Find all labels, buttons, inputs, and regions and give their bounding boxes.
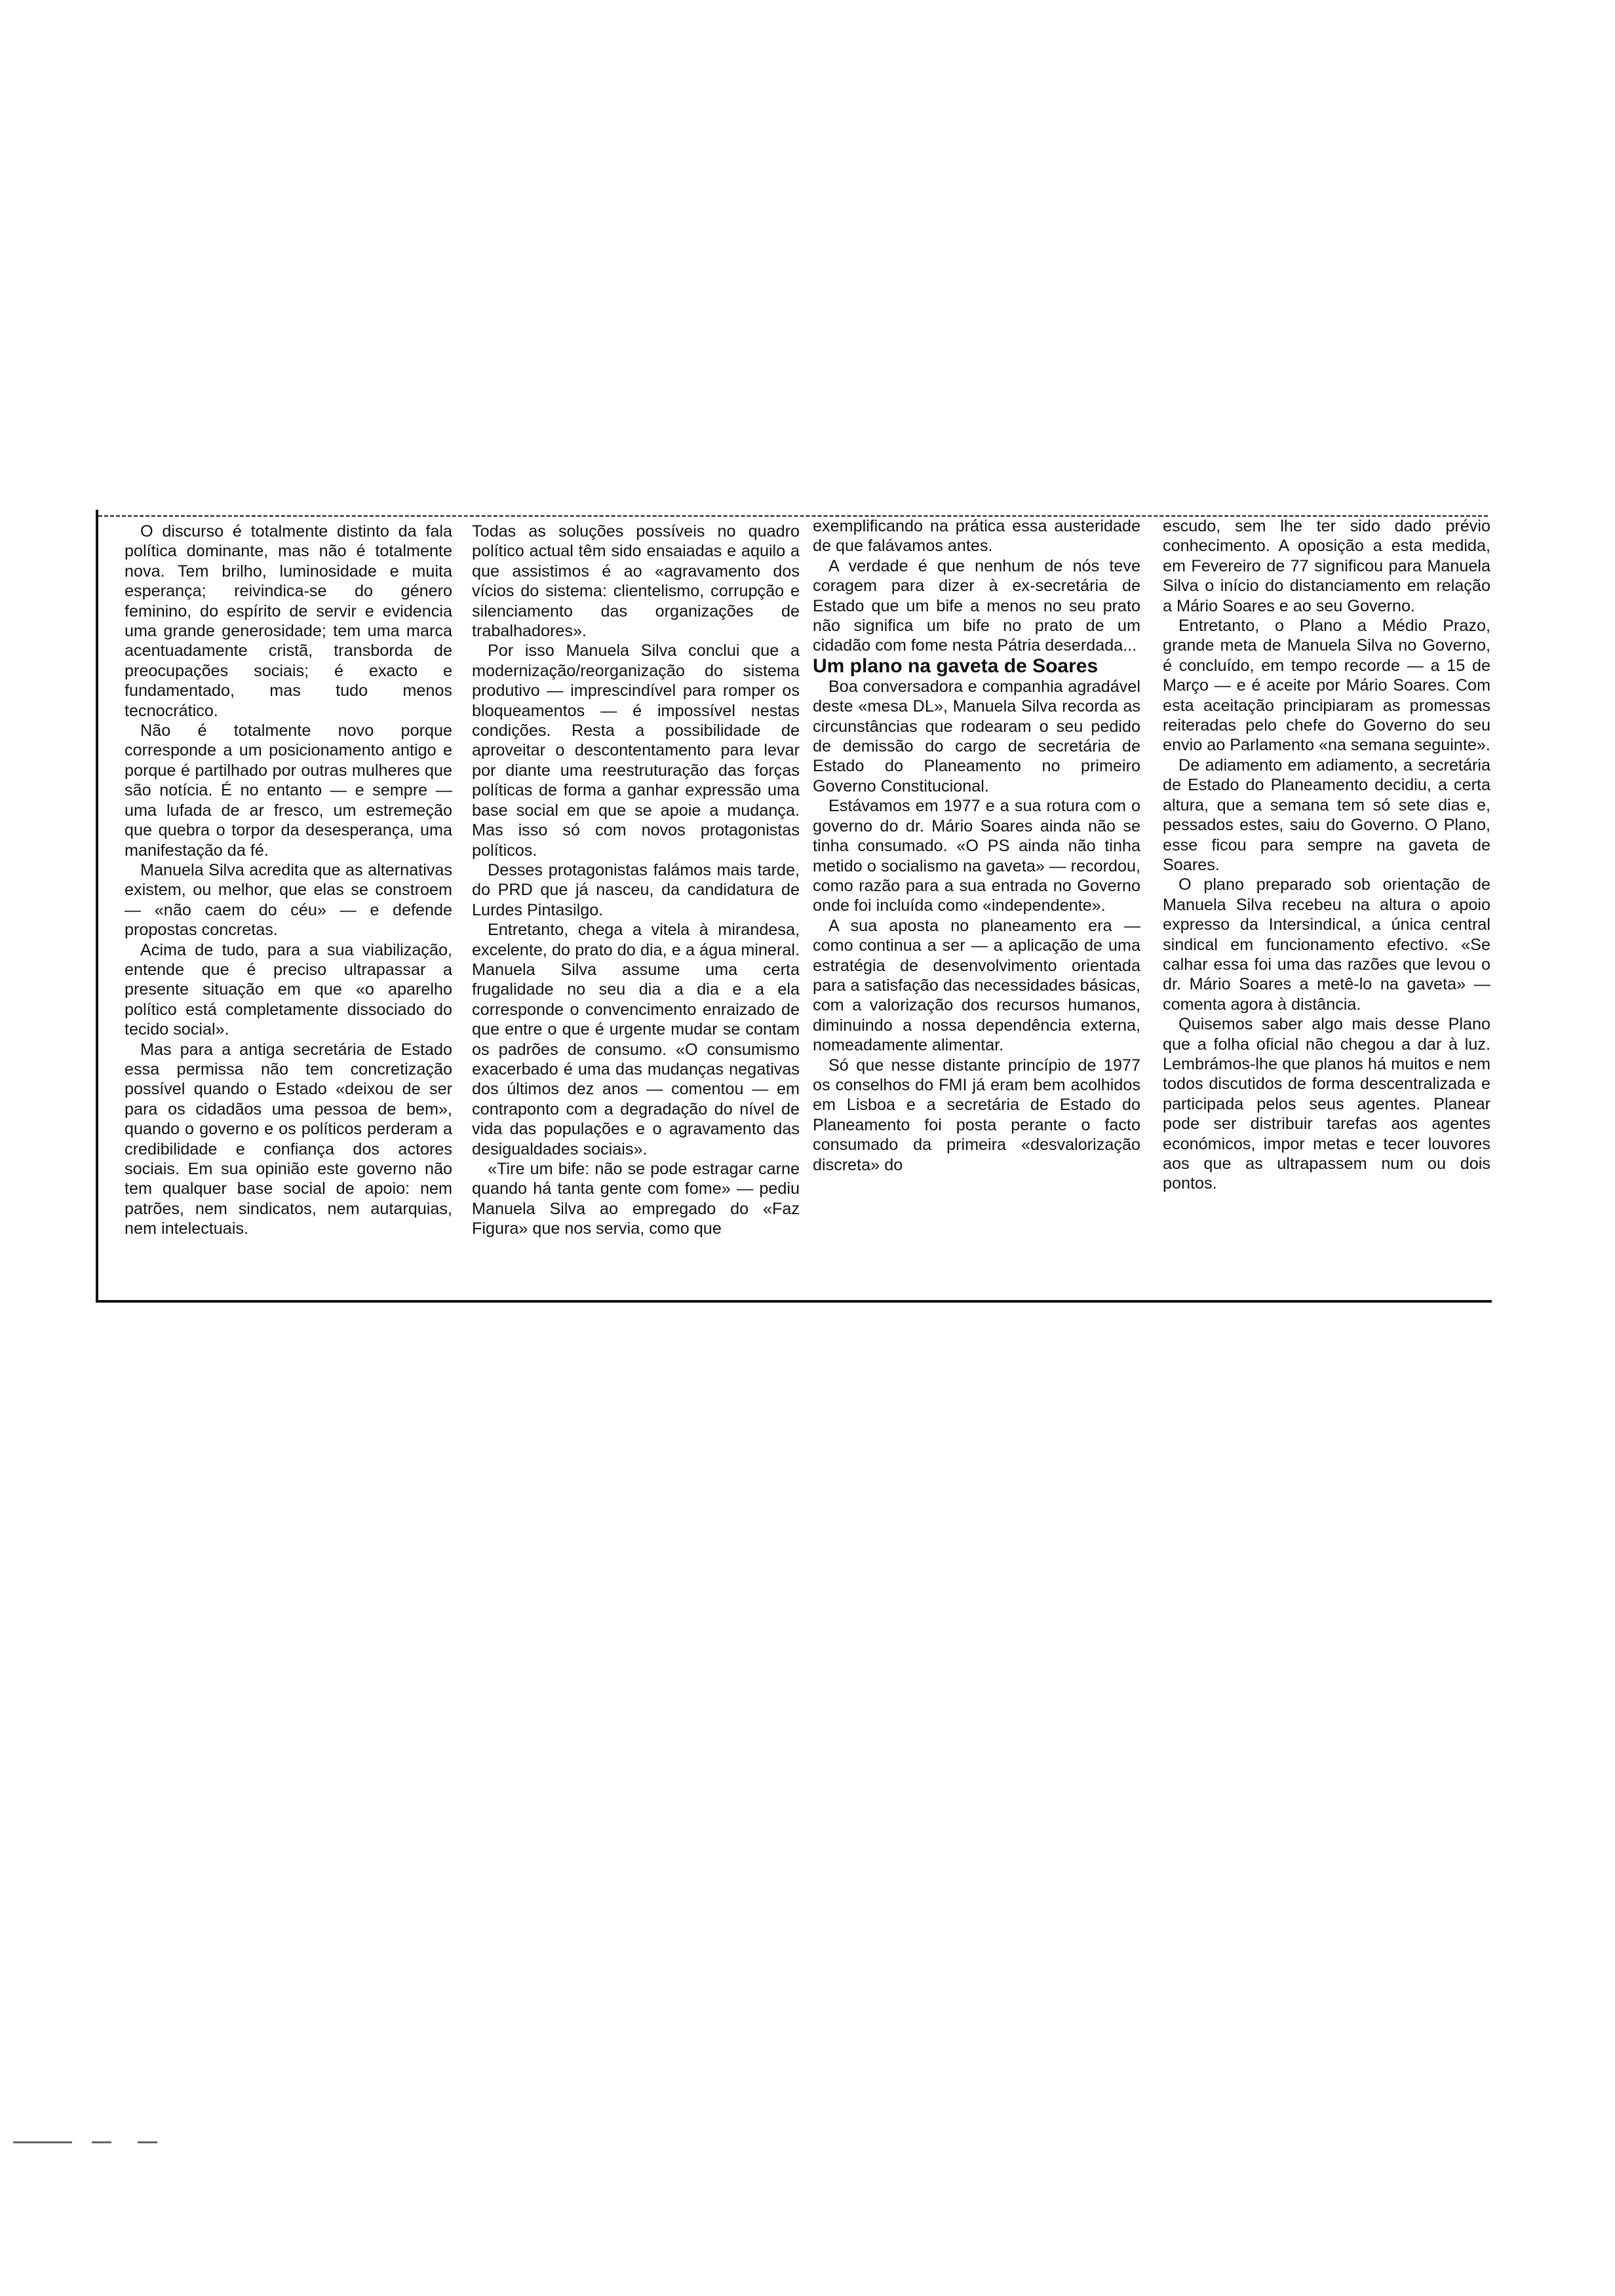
paragraph: Mas para a antiga secretária de Estado essa permissa não tem concretização possível quando o Estado «deixou de ser para os cidadãos uma pessoa de bem», quando o governo e os políticos perderam a credibilidade e confiança dos actores sociais. Em sua opinião este governo não tem qualquer base social de apoio: nem patrões, nem sindicatos, nem autarquias, nem intelectuais. — [125, 1040, 452, 1238]
paragraph: A verdade é que nenhum de nós teve coragem para dizer à ex-secretária de Estado que um bife a menos no seu prato não significa um bife no prato de um cidadão com fome nesta Pátria deserdada... — [813, 556, 1140, 655]
paragraph: escudo, sem lhe ter sido dado prévio conhecimento. A oposição a esta medida, em Fevereiro de 77 significou para Manuela Silva o início do distanciamento em relação a Mário Soares e ao seu Governo. — [1163, 517, 1490, 615]
paragraph: exemplificando na prática essa austeridade de que falávamos antes. — [813, 517, 1140, 556]
paragraph: Todas as soluções possíveis no quadro político actual têm sido ensaiadas e aquilo a que assistimos é ao «agravamento dos vícios do sistema: clientelismo, corrupção e silenciamento das organizações de trabalhadores». — [472, 522, 800, 641]
paragraph: De adiamento em adiamento, a secretária de Estado do Planeamento decidiu, a certa altura, que a semana tem só sete dias e, pessados estes, saiu do Governo. O Plano, esse ficou para sempre na gaveta de Soares. — [1163, 756, 1490, 874]
newspaper-clipping — [96, 510, 1492, 1303]
column-1 — [125, 522, 452, 1308]
paragraph: O discurso é totalmente distinto da fala política dominante, mas não é totalmente nova. Tem brilho, luminosidade e muita esperança; reivindica-se do género feminino, do espírito de servir e evidencia uma grande generosidade; tem uma marca acentuadamente cristã, transborda de preocupações sociais; é exacto e fundamentado, mas tudo menos tecnocrático. — [125, 522, 452, 720]
column-2 — [472, 522, 800, 1308]
paragraph: Acima de tudo, para a sua viabilização, entende que é preciso ultrapassar a presente situação em que «o aparelho político está completamente dissociado do tecido social». — [125, 940, 452, 1039]
paragraph: A sua aposta no planeamento era — como continua a ser — a aplicação de uma estratégia de desenvolvimento orientada para a satisfação das necessidades básicas, com a valorização dos recursos humanos, diminuindo a nossa dependência externa, nomeadamente alimentar. — [813, 916, 1140, 1055]
column-3 — [813, 516, 1140, 1303]
paragraph: Entretanto, chega a vitela à mirandesa, excelente, do prato do dia, e a água mineral. Manuela Silva assume uma certa frugalidade no seu dia a dia e a ela corresponde o convencimento enraizado de que entre o que é urgente mudar se contam os padrões de consumo. «O consumismo exacerbado é uma das mudanças negativas dos últimos dez anos — comentou — em contraponto com a degradação do nível de vida das populações e o agravamento das desigualdades sociais». — [472, 921, 800, 1158]
section-heading: Um plano na gaveta de Soares — [813, 655, 1099, 677]
paragraph: Quisemos saber algo mais desse Plano que a folha oficial não chegou a dar à luz. Lembrámos-lhe que planos há muitos e nem todos discutidos de forma descentralizada e participada pelos seus agentes. Planear pode ser distribuir tarefas aos agentes económicos, impor metas e tecer louvores aos que as ultrapassem num ou dois pontos. — [1163, 1015, 1490, 1193]
paragraph: Boa conversadora e companhia agradável deste «mesa DL», Manuela Silva recorda as circunstâncias que rodearam o seu pedido de demissão do cargo de secretária de Estado do Planeamento no primeiro Governo Constitucional. — [813, 677, 1140, 795]
paragraph: «Tire um bife: não se pode estragar carne quando há tanta gente com fome» — pediu Manuela Silva ao empregado do «Faz Figura» que nos servia, como que — [472, 1160, 800, 1238]
paragraph: Estávamos em 1977 e a sua rotura com o governo do dr. Mário Soares ainda não se tinha consumado. «O PS ainda não tinha metido o socialismo na gaveta» — recordou, como razão para a sua entrada no Governo onde foi incluída como «independente». — [813, 797, 1140, 915]
paragraph: Por isso Manuela Silva conclui que a modernização/reorganização do sistema produtivo — imprescindível para romper os bloqueamentos — é impossível nestas condições. Resta a possibilidade de aproveitar o descontentamento para levar por diante uma reestruturação das forças políticas de forma a ganhar expressão uma base social em que se apoie a mudança. Mas isso só com novos protagonistas políticos. — [472, 641, 800, 860]
scan-mark — [138, 2141, 157, 2143]
paragraph: O plano preparado sob orientação de Manuela Silva recebeu na altura o apoio expresso da Intersindical, a única central sindical em funcionamento efectivo. «Se calhar essa foi uma das razões que levou o dr. Mário Soares a metê-lo na gaveta» — comenta agora à distância. — [1163, 875, 1490, 1014]
paragraph: Só que nesse distante princípio de 1977 os conselhos do FMI já eram bem acolhidos em Lisboa e a secretária de Estado do Planeamento foi posta perante o facto consumado da primeira «desvalorização discreta» do — [813, 1056, 1140, 1174]
paragraph: Não é totalmente novo porque corresponde a um posicionamento antigo e porque é partilhado por outras mulheres que são notícia. É no entanto — e sempre — uma lufada de ar fresco, um estremeção que quebra o torpor da desesperança, uma manifestação da fé. — [125, 721, 452, 860]
scan-mark — [13, 2141, 72, 2143]
column-4 — [1163, 516, 1490, 1303]
paragraph: Desses protagonistas falámos mais tarde, do PRD que já nasceu, da candidatura de Lurdes Pintasilgo. — [472, 860, 800, 919]
paragraph: Manuela Silva acredita que as alternativas existem, ou melhor, que elas se constroem — «não caem do céu» — e defende propostas concretas. — [125, 860, 452, 940]
paragraph: Entretanto, o Plano a Médio Prazo, grande meta de Manuela Silva no Governo, é concluído, em tempo recorde — a 15 de Março — e é aceite por Mário Soares. Com esta aceitação principiaram as promessas reiteradas pelo chefe do Governo do seu envio ao Parlamento «na semana seguinte». — [1163, 617, 1490, 755]
scan-mark — [92, 2141, 111, 2143]
